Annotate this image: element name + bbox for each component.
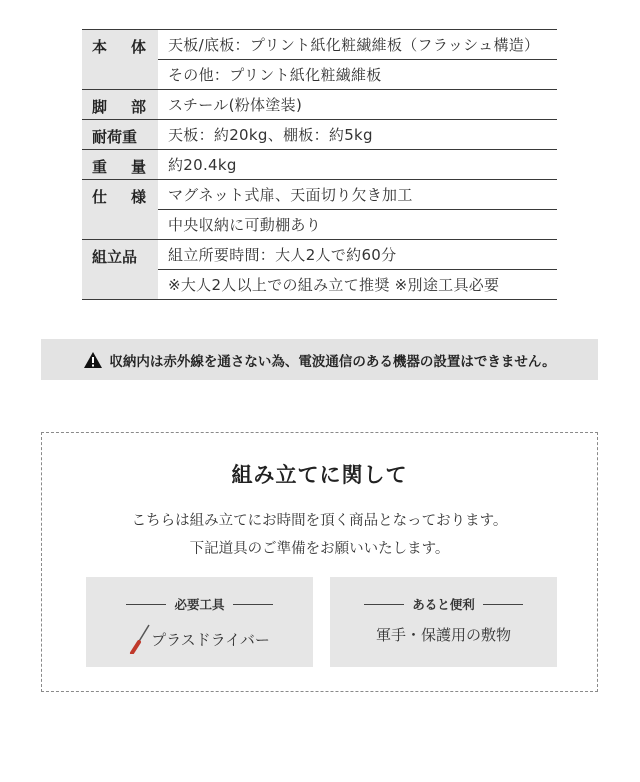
spec-label: 耐荷重 <box>82 120 158 150</box>
required-tools-heading <box>86 595 313 613</box>
optional-tools-label: あると便利 <box>412 597 475 612</box>
spec-value: 天板：約20kg、棚板：約5kg <box>158 120 557 150</box>
divider <box>126 604 166 605</box>
optional-tool-item <box>330 624 557 645</box>
warning-icon <box>83 351 103 369</box>
spec-row-body <box>82 30 557 60</box>
assembly-description-2: 下記道具のご準備をお願いいたします。 <box>189 541 450 557</box>
spec-row-assembly <box>82 240 557 270</box>
assembly-description: こちらは組み立てにお時間を頂く商品となっております。 <box>131 513 508 529</box>
spec-label: 重 量 <box>82 150 158 180</box>
divider <box>483 604 523 605</box>
notice-banner <box>41 339 598 380</box>
spec-label: 仕 様 <box>82 180 158 240</box>
divider <box>364 604 404 605</box>
optional-tools-heading <box>330 595 557 613</box>
spec-row-weight <box>82 150 557 180</box>
spec-value: 中央収納に可動棚あり <box>158 210 557 240</box>
required-tools-label: 必要工具 <box>174 597 225 612</box>
optional-tools-box <box>330 577 557 667</box>
spec-value: ※大人2人以上での組み立て推奨 ※別途工具必要 <box>158 270 557 300</box>
spec-row-specs <box>82 180 557 210</box>
spec-row-load <box>82 120 557 150</box>
spec-row-legs <box>82 90 557 120</box>
spec-label: 脚 部 <box>82 90 158 120</box>
spec-value: 天板/底板：プリント紙化粧繊維板（フラッシュ構造） <box>158 30 557 60</box>
spec-value: その他：プリント紙化粧繊維板 <box>158 60 557 90</box>
required-tool-item <box>86 624 313 654</box>
spec-label: 組立品 <box>82 240 158 300</box>
spec-table <box>82 29 557 300</box>
spec-value: 約20.4kg <box>158 150 557 180</box>
spec-label: 本 体 <box>82 30 158 90</box>
assembly-section <box>41 432 598 692</box>
required-tools-box <box>86 577 313 667</box>
assembly-title: 組み立てに関して <box>231 463 408 487</box>
optional-tool-label: 軍手・保護用の敷物 <box>375 626 511 644</box>
notice-text: 収納内は赤外線を通さない為、電波通信のある機器の設置はできません。 <box>109 353 556 370</box>
spec-value: スチール(粉体塗装) <box>158 90 557 120</box>
spec-value: マグネット式扉、天面切り欠き加工 <box>158 180 557 210</box>
divider <box>233 604 273 605</box>
required-tool-label: プラスドライバー <box>151 630 270 649</box>
spec-value: 組立所要時間：大人2人で約60分 <box>158 240 557 270</box>
screwdriver-icon <box>129 624 151 654</box>
